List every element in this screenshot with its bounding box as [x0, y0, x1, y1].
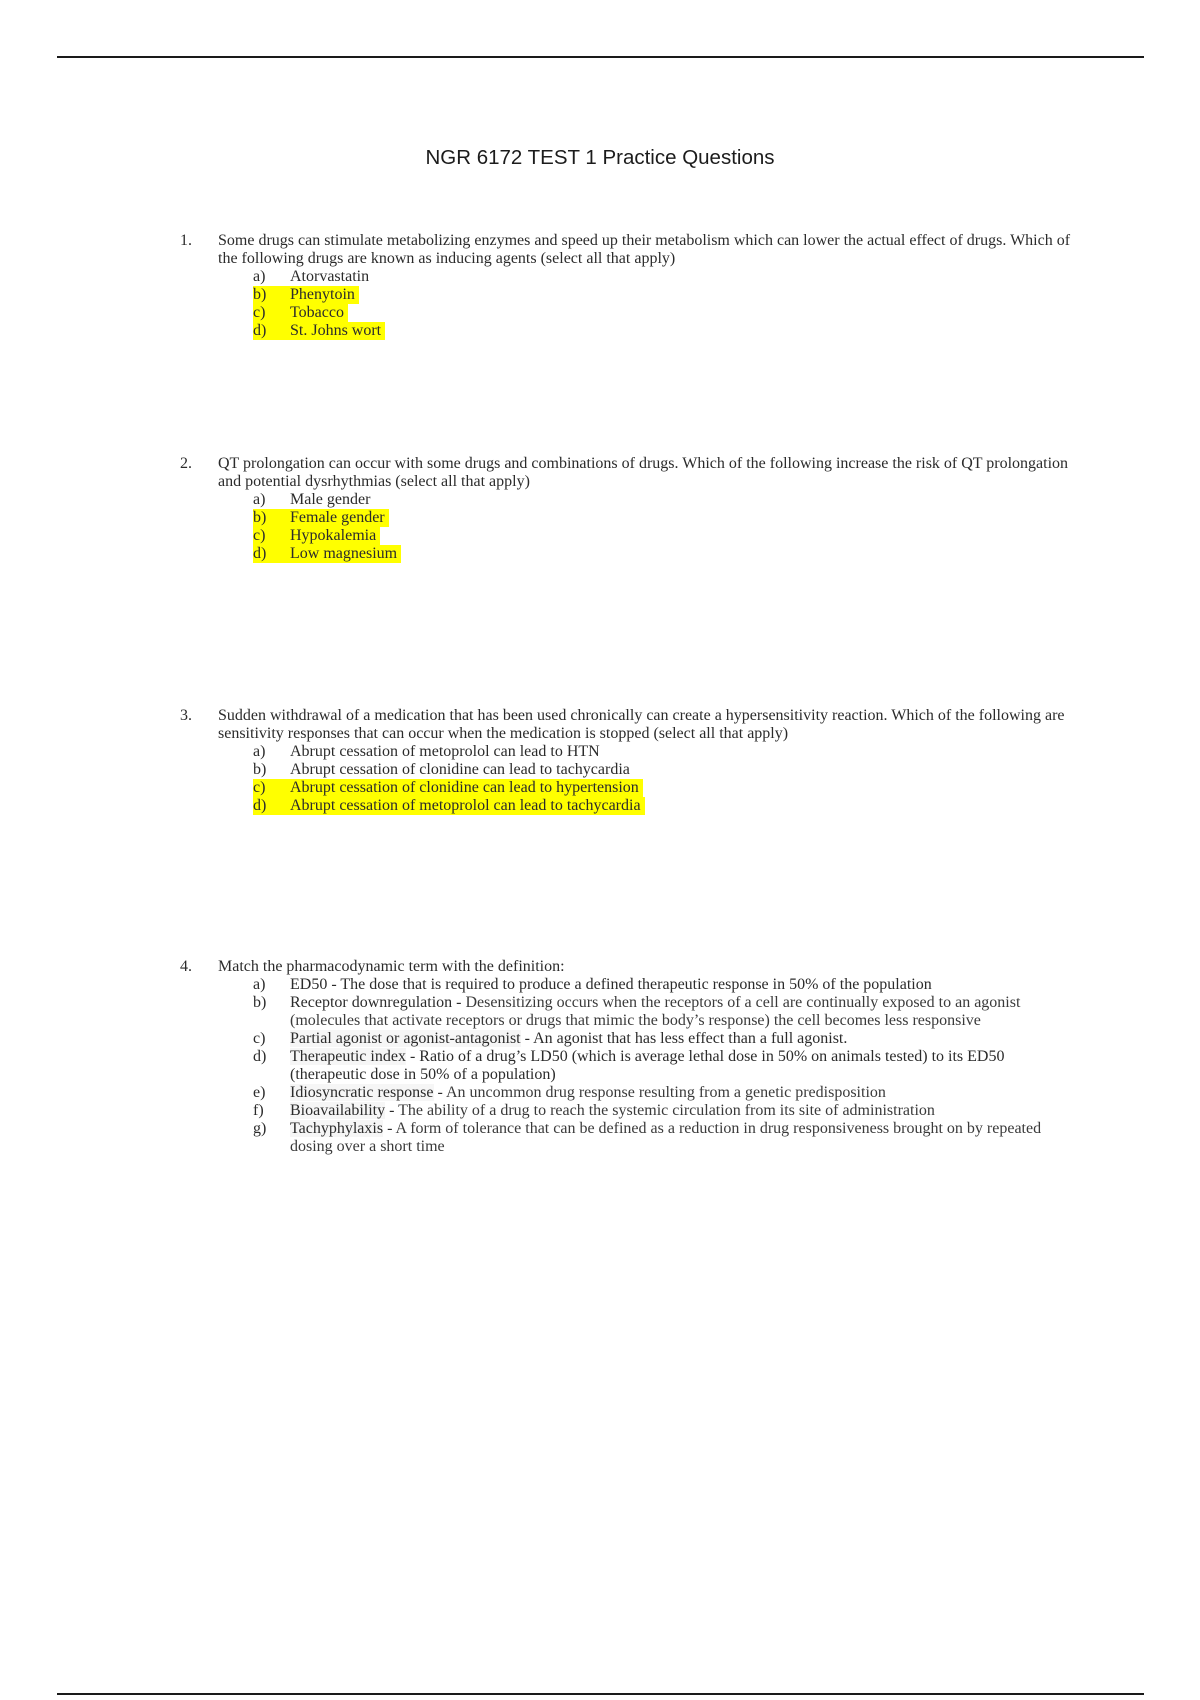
- definition-item: c) Partial agonist or agonist-antagonist - An agonist that has less effect than a full agonist.: [253, 1030, 848, 1047]
- option-c-highlighted: c) Hypokalemia: [253, 527, 380, 545]
- question-number: 4.: [180, 958, 192, 975]
- term: Bioavailability: [290, 1102, 386, 1119]
- definition-item: f) Bioavailability - The ability of a drug to reach the systemic circulation from its site of administration: [253, 1102, 935, 1119]
- term: Tachyphylaxis: [290, 1120, 384, 1137]
- option-a: a) Atorvastatin: [253, 268, 370, 285]
- question-2: [180, 455, 1080, 563]
- definition: The dose that is required to produce a defined therapeutic response in 50% of the population: [340, 976, 932, 993]
- definition: Desensitizing occurs when the receptors of a cell are continually exposed to an agonist (molecules that activate receptors or drugs that mimic the body’s response) the cell becomes less responsive: [290, 994, 1021, 1029]
- term: Idiosyncratic response: [290, 1084, 434, 1101]
- definition-item: b) Receptor downregulation - Desensitizing occurs when the receptors of a cell are continually exposed to an agonist (molecules that activate receptors or drugs that mimic the body’s response) the cell becomes less responsive: [253, 994, 1021, 1029]
- question-4: [180, 958, 1080, 1156]
- question-text: Sudden withdrawal of a medication that has been used chronically can create a hypersensitivity reaction. Which of the following are sensitivity responses that can occur when the medication is stopped (select all that apply): [218, 707, 1065, 742]
- question-text: Some drugs can stimulate metabolizing enzymes and speed up their metabolism which can lower the actual effect of drugs. Which of the following drugs are known as inducing agents (select all that apply): [218, 232, 1071, 267]
- option-a: a) Abrupt cessation of metoprolol can lead to HTN: [253, 743, 600, 760]
- question-number: 1.: [180, 232, 192, 249]
- bottom-rule: [57, 1693, 1144, 1695]
- option-d-highlighted: d) Abrupt cessation of metoprolol can lead to tachycardia: [253, 797, 645, 815]
- option-c-highlighted: c) Abrupt cessation of clonidine can lead to hypertension: [253, 779, 643, 797]
- term: Receptor downregulation: [290, 994, 453, 1011]
- definition-item: g) Tachyphylaxis - A form of tolerance that can be defined as a reduction in drug responsiveness brought on by repeated dosing over a short time: [253, 1120, 1042, 1155]
- definition-list: [253, 976, 1080, 1156]
- option-a: a) Male gender: [253, 491, 371, 508]
- option-b: b) Abrupt cessation of clonidine can lead to tachycardia: [253, 761, 630, 778]
- definition-item: d) Therapeutic index - Ratio of a drug’s LD50 (which is average lethal dose in 50% on animals tested) to its ED50 (therapeutic dose in 50% of a population): [253, 1048, 1005, 1083]
- term: Therapeutic index: [290, 1048, 406, 1065]
- question-3: [180, 707, 1080, 815]
- definition-item: a) ED50 - The dose that is required to produce a defined therapeutic response in 50% of the population: [253, 976, 932, 993]
- question-text: Match the pharmacodynamic term with the definition:: [218, 958, 565, 975]
- option-c-highlighted: c) Tobacco: [253, 304, 348, 322]
- option-list: [253, 491, 1080, 563]
- option-list: [253, 268, 1080, 340]
- question-number: 2.: [180, 455, 192, 472]
- definition: A form of tolerance that can be defined as a reduction in drug responsiveness brought on by repeated dosing over a short time: [290, 1120, 1042, 1155]
- option-b-highlighted: b) Phenytoin: [253, 286, 359, 304]
- question-1: [180, 232, 1080, 340]
- option-list: [253, 743, 1080, 815]
- top-rule: [57, 56, 1144, 58]
- option-d-highlighted: d) St. Johns wort: [253, 322, 385, 340]
- definition: The ability of a drug to reach the systemic circulation from its site of administration: [398, 1102, 935, 1119]
- definition: An uncommon drug response resulting from a genetic predisposition: [445, 1084, 886, 1101]
- question-number: 3.: [180, 707, 192, 724]
- definition-item: e) Idiosyncratic response - An uncommon drug response resulting from a genetic predisposition: [253, 1084, 886, 1101]
- definition: An agonist that has less effect than a full agonist.: [533, 1030, 848, 1047]
- term: Partial agonist or agonist-antagonist: [290, 1030, 521, 1047]
- term: ED50: [290, 976, 328, 993]
- question-text: QT prolongation can occur with some drugs and combinations of drugs. Which of the following increase the risk of QT prolongation and potential dysrhythmias (select all that apply): [218, 455, 1069, 490]
- document-title: NGR 6172 TEST 1 Practice Questions: [425, 146, 775, 169]
- option-b-highlighted: b) Female gender: [253, 509, 389, 527]
- definition: Ratio of a drug’s LD50 (which is average lethal dose in 50% on animals tested) to its ED50 (therapeutic dose in 50% of a population): [290, 1048, 1005, 1083]
- option-d-highlighted: d) Low magnesium: [253, 545, 401, 563]
